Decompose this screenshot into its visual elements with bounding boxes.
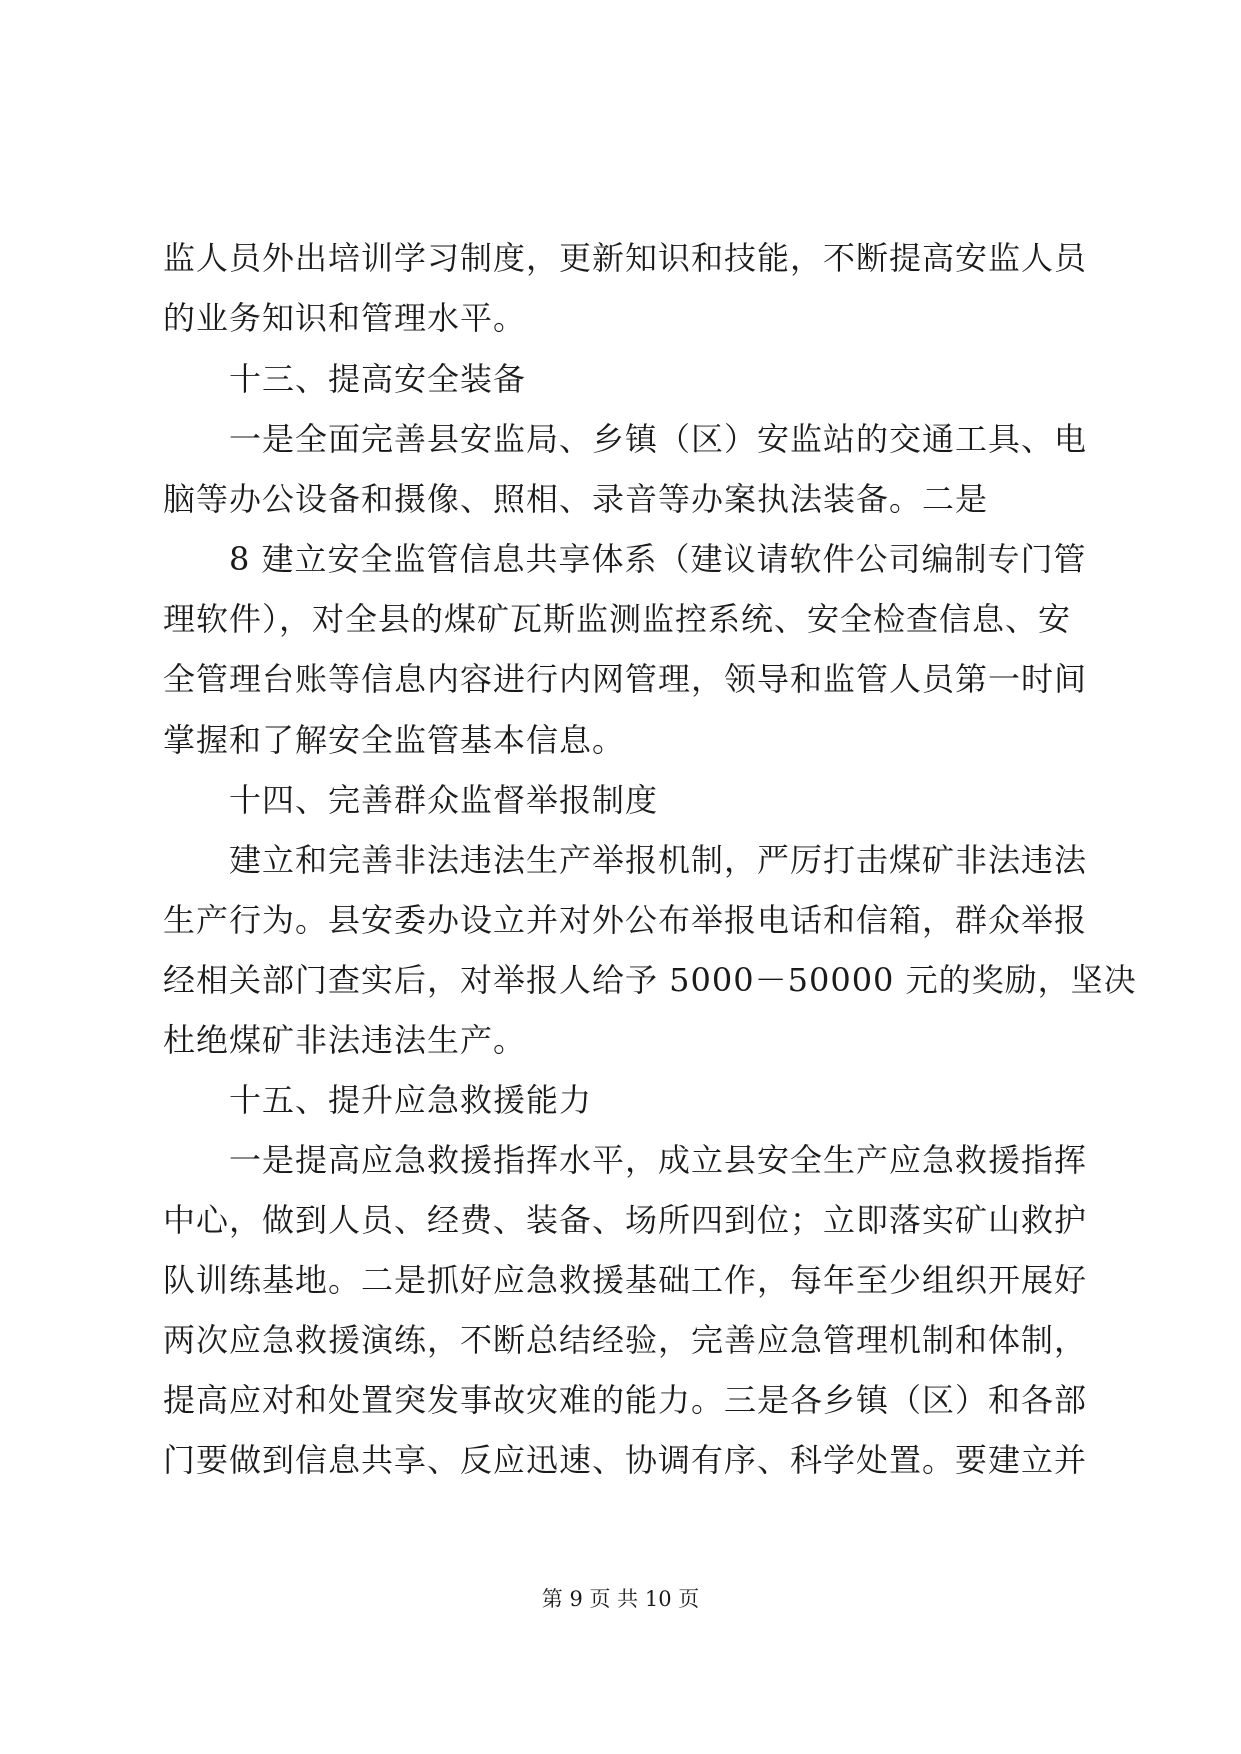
text-line: 建立和完善非法违法生产举报机制，严厉打击煤矿非法违法 — [229, 841, 1088, 879]
text-line: 一是提高应急救援指挥水平，成立县安全生产应急救援指挥 — [229, 1141, 1088, 1179]
text-line: 的业务知识和管理水平。 — [163, 299, 527, 337]
text-line: 掌握和了解安全监管基本信息。 — [163, 721, 626, 759]
text-line: 队训练基地。二是抓好应急救援基础工作，每年至少组织开展好 — [163, 1261, 1088, 1299]
section-heading: 十四、完善群众监督举报制度 — [229, 781, 659, 819]
text-line: 门要做到信息共享、反应迅速、协调有序、科学处置。要建立并 — [163, 1441, 1088, 1479]
text-line: 脑等办公设备和摄像、照相、录音等办案执法装备。二是 — [163, 480, 989, 518]
text-line: 8 建立安全监管信息共享体系（建议请软件公司编制专门管 — [229, 540, 1087, 578]
text-line: 提高应对和处置突发事故灾难的能力。三是各乡镇（区）和各部 — [163, 1381, 1088, 1419]
text-line: 中心，做到人员、经费、装备、场所四到位；立即落实矿山救护 — [163, 1201, 1088, 1239]
text-line: 生产行为。县安委办设立并对外公布举报电话和信箱，群众举报 — [163, 901, 1088, 939]
text-line: 理软件），对全县的煤矿瓦斯监测监控系统、安全检查信息、安 — [163, 600, 1072, 638]
text-line: 一是全面完善县安监局、乡镇（区）安监站的交通工具、电 — [229, 420, 1088, 458]
text-line: 监人员外出培训学习制度，更新知识和技能，不断提高安监人员 — [163, 239, 1088, 277]
text-line: 两次应急救援演练，不断总结经验，完善应急管理机制和体制， — [163, 1321, 1088, 1359]
text-line: 全管理台账等信息内容进行内网管理，领导和监管人员第一时间 — [163, 660, 1088, 698]
text-line: 经相关部门查实后，对举报人给予 5000－50000 元的奖励，坚决 — [163, 961, 1137, 999]
page-number-footer: 第 9 页 共 10 页 — [541, 1587, 700, 1611]
section-heading: 十三、提高安全装备 — [229, 360, 527, 398]
text-line: 杜绝煤矿非法违法生产。 — [163, 1021, 527, 1059]
section-heading: 十五、提升应急救援能力 — [229, 1081, 593, 1119]
